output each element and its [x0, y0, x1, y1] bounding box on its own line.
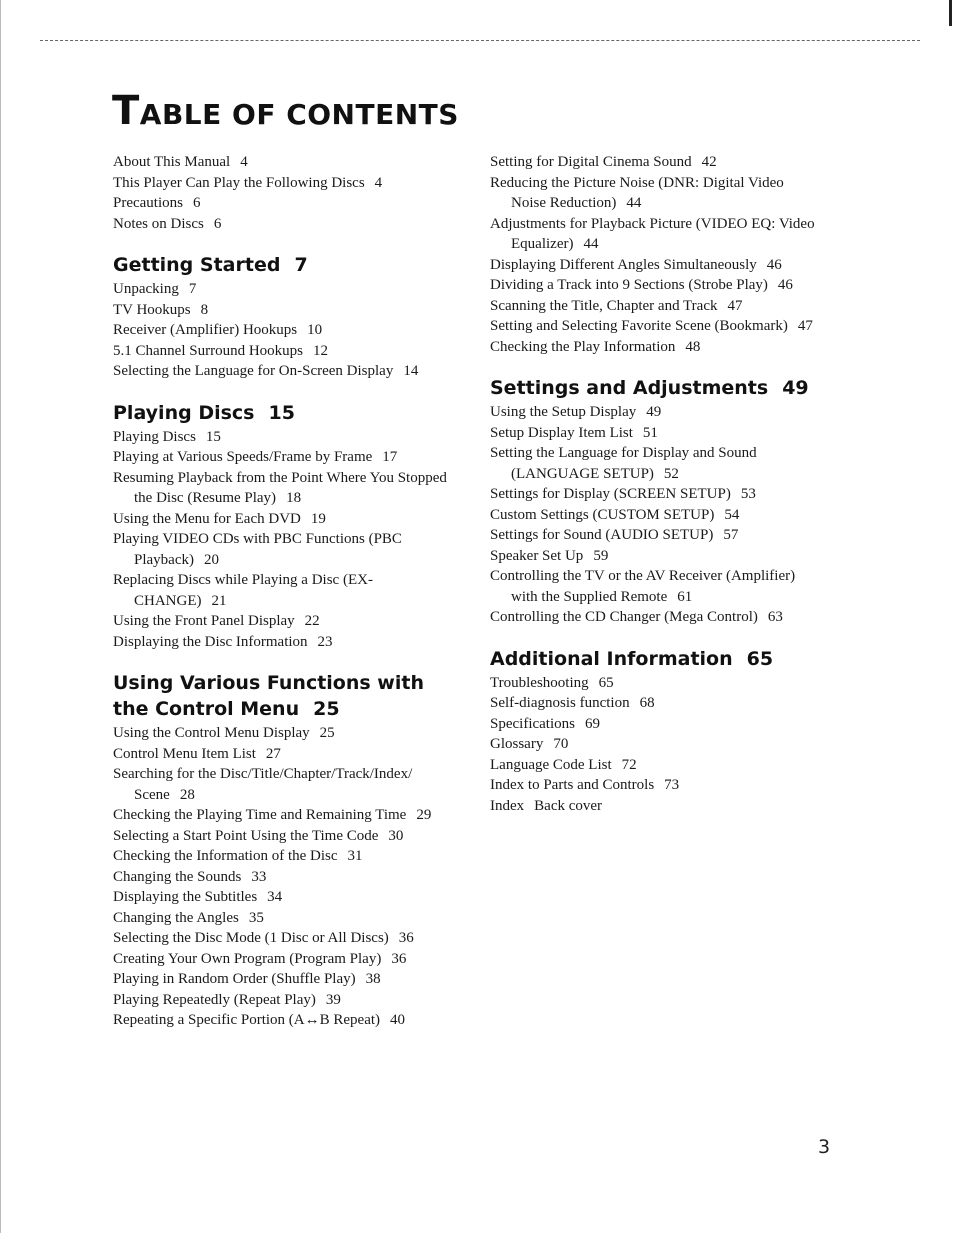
page-title	[112, 88, 459, 134]
toc-entry-page: 53	[740, 486, 756, 502]
toc-entry-title: TV Hookups	[113, 301, 191, 318]
toc-entry-page: 18	[286, 490, 302, 506]
toc-entry-page: 23	[317, 633, 333, 650]
toc-entry[interactable]	[113, 887, 463, 908]
toc-entry-title: Playing in Random Order (Shuffle Play)	[113, 971, 356, 987]
toc-entry-title: Checking the Playing Time and Remaining Time	[113, 807, 407, 823]
toc-entry-page: 49	[646, 404, 662, 420]
page-left-edge	[0, 0, 1, 1233]
toc-entry-title: Settings for Display (SCREEN SETUP)	[490, 486, 731, 502]
toc-entry-page: 68	[639, 695, 655, 711]
entry-list	[113, 279, 463, 382]
toc-entry-title: Replacing Discs while Playing a Disc (EX-CHANGE)	[113, 572, 373, 609]
toc-entry-page: 48	[685, 338, 701, 355]
toc-entry-page: 36	[398, 930, 414, 946]
toc-entry[interactable]	[490, 525, 820, 546]
toc-entry-page: 70	[553, 736, 569, 752]
toc-entry-title: Precautions	[113, 195, 183, 211]
spacer	[490, 357, 820, 375]
toc-entry[interactable]	[490, 423, 820, 444]
page-edge-mark	[949, 0, 952, 26]
toc-entry-page: 73	[664, 777, 680, 793]
toc-entry[interactable]	[490, 152, 820, 173]
toc-entry-title: Troubleshooting	[490, 674, 589, 691]
toc-entry-title: Checking the Play Information	[490, 338, 676, 355]
toc-entry-title: Displaying Different Angles Simultaneously	[490, 256, 757, 273]
intro-list	[113, 152, 463, 234]
toc-entry-page: 38	[365, 971, 381, 987]
toc-entry[interactable]	[490, 693, 820, 714]
toc-entry[interactable]	[113, 427, 463, 448]
toc-entry-title: About This Manual	[113, 154, 231, 170]
section-heading[interactable]	[490, 646, 820, 672]
entry-list	[490, 402, 820, 628]
toc-entry-title: Displaying the Subtitles	[113, 889, 258, 905]
toc-entry[interactable]	[113, 1010, 463, 1031]
toc-entry-title: Adjustments for Playback Picture (VIDEO EQ: Video Equalizer)	[490, 215, 815, 252]
section-heading-text: Settings and Adjustments	[490, 377, 769, 399]
toc-entry-page: 29	[416, 807, 432, 823]
toc-entry[interactable]	[113, 949, 463, 970]
toc-entry[interactable]	[490, 546, 820, 567]
entry-list	[113, 723, 463, 1031]
page-title-rest: ABLE OF CONTENTS	[139, 98, 459, 131]
toc-entry-title: Controlling the CD Changer (Mega Control)	[490, 609, 758, 625]
section-heading[interactable]	[490, 375, 820, 401]
section-additional	[490, 646, 820, 817]
toc-entry-title: Glossary	[490, 736, 544, 752]
section-heading[interactable]	[113, 670, 463, 722]
toc-entry-title: Custom Settings (CUSTOM SETUP)	[490, 506, 715, 523]
toc-entry[interactable]	[113, 969, 463, 990]
toc-entry-title: Control Menu Item List	[113, 745, 256, 762]
toc-entry-page: 39	[325, 991, 341, 1008]
toc-entry[interactable]	[113, 509, 463, 530]
toc-entry-title: Controlling the TV or the AV Receiver (Amplifier) with the Supplied Remote	[490, 568, 796, 605]
toc-entry-page: 42	[701, 154, 717, 170]
toc-entry[interactable]	[490, 505, 820, 526]
section-heading[interactable]	[113, 252, 463, 278]
toc-entry-title: Changing the Sounds	[113, 868, 242, 885]
toc-entry-title: Index	[490, 797, 525, 814]
toc-entry-title: Playing at Various Speeds/Frame by Frame	[113, 449, 373, 465]
toc-entry[interactable]	[490, 255, 820, 276]
toc-entry-title: Checking the Information of the Disc	[113, 848, 338, 864]
toc-entry[interactable]	[113, 173, 463, 194]
toc-entry-title: Selecting a Start Point Using the Time Code	[113, 827, 379, 844]
toc-entry-title: Specifications	[490, 715, 575, 732]
toc-entry[interactable]	[113, 341, 463, 362]
toc-entry-page: 65	[598, 674, 614, 691]
toc-entry-page: 46	[777, 277, 793, 293]
toc-entry-title: Speaker Set Up	[490, 547, 584, 564]
toc-entry-title: This Player Can Play the Following Discs	[113, 174, 365, 191]
toc-entry[interactable]	[490, 173, 820, 214]
toc-entry[interactable]	[490, 673, 820, 694]
toc-entry[interactable]	[490, 714, 820, 735]
section-playing-discs	[113, 400, 463, 653]
toc-entry-page: 22	[304, 613, 320, 629]
toc-entry-title: Using the Setup Display	[490, 404, 637, 420]
toc-left-column	[113, 152, 463, 1031]
toc-entry-page: 59	[593, 547, 609, 564]
toc-entry-title: Reducing the Picture Noise (DNR: Digital Video Noise Reduction)	[490, 174, 784, 211]
section-heading-page: 7	[294, 254, 308, 276]
toc-entry[interactable]	[490, 607, 820, 628]
toc-entry-page: 4	[240, 154, 248, 170]
toc-entry-page: 47	[797, 318, 813, 334]
toc-entry[interactable]	[490, 796, 820, 817]
toc-entry-title: Searching for the Disc/Title/Chapter/Track/Index/ Scene	[113, 766, 413, 803]
toc-entry[interactable]	[490, 296, 820, 317]
toc-entry[interactable]	[490, 775, 820, 796]
toc-entry[interactable]	[490, 443, 820, 484]
toc-entry-title: Selecting the Disc Mode (1 Disc or All Discs)	[113, 930, 389, 946]
toc-entry[interactable]	[113, 826, 463, 847]
toc-entry-title: Playing VIDEO CDs with PBC Functions (PBC Playback)	[113, 531, 402, 568]
toc-entry-title: Setting the Language for Display and Sound (LANGUAGE SETUP)	[490, 445, 757, 482]
toc-entry[interactable]	[113, 846, 463, 867]
toc-entry-title: Scanning the Title, Chapter and Track	[490, 297, 718, 314]
section-heading-text: Getting Started	[113, 254, 281, 276]
toc-entry-title: Notes on Discs	[113, 215, 204, 232]
toc-entry-page: 10	[307, 322, 323, 338]
toc-entry[interactable]	[113, 723, 463, 744]
toc-entry-page: 6	[192, 195, 201, 211]
entry-list	[490, 673, 820, 817]
toc-entry-title: Index to Parts and Controls	[490, 777, 655, 793]
toc-entry[interactable]	[113, 867, 463, 888]
entry-list	[113, 427, 463, 653]
section-heading-page: 15	[268, 401, 295, 424]
toc-entry-page: 25	[319, 725, 335, 741]
toc-entry[interactable]	[490, 734, 820, 755]
toc-entry-page: 34	[267, 889, 283, 905]
toc-entry-page: 46	[766, 256, 782, 273]
toc-entry[interactable]	[113, 908, 463, 929]
toc-entry-title: Receiver (Amplifier) Hookups	[113, 322, 298, 338]
spacer	[113, 652, 463, 670]
toc-entry-page: 44	[583, 236, 599, 252]
toc-entry[interactable]	[113, 928, 463, 949]
toc-right-column	[490, 152, 820, 816]
toc-entry[interactable]	[490, 275, 820, 296]
toc-entry[interactable]	[113, 744, 463, 765]
toc-entry-page: 12	[313, 342, 328, 359]
section-control-menu	[113, 670, 463, 1031]
toc-entry-page: 27	[265, 745, 281, 762]
toc-entry-title: Displaying the Disc Information	[113, 633, 308, 650]
toc-entry[interactable]	[113, 990, 463, 1011]
section-settings	[490, 375, 820, 628]
toc-entry-page: 8	[200, 301, 209, 318]
section-getting-started	[113, 252, 463, 382]
toc-entry-page: 44	[626, 195, 642, 211]
toc-entry-page: 51	[642, 424, 658, 441]
toc-entry[interactable]	[113, 361, 463, 382]
toc-entry[interactable]	[113, 152, 463, 173]
section-heading-page: 25	[313, 698, 340, 720]
toc-entry[interactable]	[113, 529, 463, 570]
toc-entry-page: Back cover	[534, 797, 603, 814]
toc-entry-page: 15	[205, 428, 221, 445]
toc-entry-page: 20	[203, 551, 219, 568]
toc-entry-title: Setting and Selecting Favorite Scene (Bookmark)	[490, 318, 788, 334]
page-number: 3	[818, 1136, 831, 1158]
toc-entry[interactable]	[490, 566, 820, 607]
toc-entry-page: 63	[767, 609, 783, 625]
toc-entry-page: 19	[310, 510, 326, 527]
toc-entry-page: 54	[724, 506, 740, 523]
toc-entry-title: Dividing a Track into 9 Sections (Strobe Play)	[490, 277, 768, 293]
toc-entry-title: Creating Your Own Program (Program Play)	[113, 950, 382, 967]
toc-entry[interactable]	[113, 193, 463, 214]
toc-entry[interactable]	[113, 300, 463, 321]
toc-entry[interactable]	[113, 632, 463, 653]
toc-entry-page: 57	[723, 527, 739, 543]
toc-entry-title: Repeating a Specific Portion (A↔B Repeat)	[113, 1012, 381, 1028]
section-heading-text: Using Various Functions with the Control Menu	[113, 672, 424, 720]
section-heading[interactable]	[113, 400, 463, 426]
spacer	[113, 382, 463, 400]
section-heading-page: 65	[746, 647, 774, 670]
toc-entry-title: Selecting the Language for On-Screen Display	[113, 363, 394, 379]
toc-entry-page: 31	[347, 848, 363, 864]
section-heading-page: 49	[782, 377, 809, 399]
toc-entry[interactable]	[113, 570, 463, 611]
toc-entry-page: 69	[584, 715, 600, 732]
section-heading-text: Playing Discs	[113, 401, 255, 424]
toc-entry-page: 30	[388, 827, 404, 844]
toc-entry[interactable]	[113, 447, 463, 468]
toc-entry-title: Playing Repeatedly (Repeat Play)	[113, 991, 316, 1008]
toc-entry-title: Unpacking	[113, 281, 179, 297]
toc-entry-page: 61	[677, 588, 693, 605]
toc-entry[interactable]	[113, 805, 463, 826]
toc-entry-title: Setup Display Item List	[490, 424, 633, 441]
toc-entry-title: Playing Discs	[113, 428, 196, 445]
toc-entry-page: 4	[374, 174, 383, 191]
toc-entry[interactable]	[490, 755, 820, 776]
spacer	[113, 234, 463, 252]
toc-entry[interactable]	[113, 214, 463, 235]
toc-entry[interactable]	[490, 484, 820, 505]
toc-entry-title: 5.1 Channel Surround Hookups	[113, 342, 303, 359]
toc-entry-title: Using the Front Panel Display	[113, 613, 295, 629]
spacer	[490, 628, 820, 646]
toc-entry-title: Resuming Playback from the Point Where You Stopped the Disc (Resume Play)	[113, 469, 447, 506]
toc-entry-page: 6	[213, 215, 222, 232]
section-heading-text: Additional Information	[490, 647, 733, 670]
toc-entry-title: Using the Control Menu Display	[113, 725, 310, 741]
toc-entry-page: 72	[621, 756, 637, 773]
toc-entry-page: 7	[188, 281, 197, 297]
toc-entry[interactable]	[490, 337, 820, 358]
toc-entry[interactable]	[113, 279, 463, 300]
toc-entry[interactable]	[113, 468, 463, 509]
toc-entry-page: 35	[248, 909, 264, 926]
toc-entry-page: 28	[179, 786, 195, 803]
toc-entry-title: Setting for Digital Cinema Sound	[490, 154, 692, 170]
toc-entry-page: 52	[663, 465, 679, 482]
toc-entry[interactable]	[113, 764, 463, 805]
toc-entry[interactable]	[490, 316, 820, 337]
toc-entry-title: Settings for Sound (AUDIO SETUP)	[490, 527, 714, 543]
toc-entry-page: 33	[251, 868, 267, 885]
toc-entry-title: Changing the Angles	[113, 909, 239, 926]
toc-entry-page: 40	[390, 1012, 406, 1028]
toc-entry[interactable]	[113, 611, 463, 632]
toc-entry-page: 36	[391, 950, 407, 967]
top-rule	[40, 40, 920, 41]
toc-entry-title: Language Code List	[490, 756, 612, 773]
continued-list	[490, 152, 820, 357]
toc-entry-page: 14	[403, 363, 419, 379]
toc-entry[interactable]	[113, 320, 463, 341]
toc-entry-title: Using the Menu for Each DVD	[113, 510, 301, 527]
page-title-initial: T	[112, 88, 140, 134]
toc-entry-title: Self-diagnosis function	[490, 695, 630, 711]
toc-entry[interactable]	[490, 402, 820, 423]
toc-entry-page: 47	[727, 297, 743, 314]
toc-entry-page: 17	[382, 449, 398, 465]
toc-entry-page: 21	[211, 592, 227, 609]
toc-entry[interactable]	[490, 214, 820, 255]
